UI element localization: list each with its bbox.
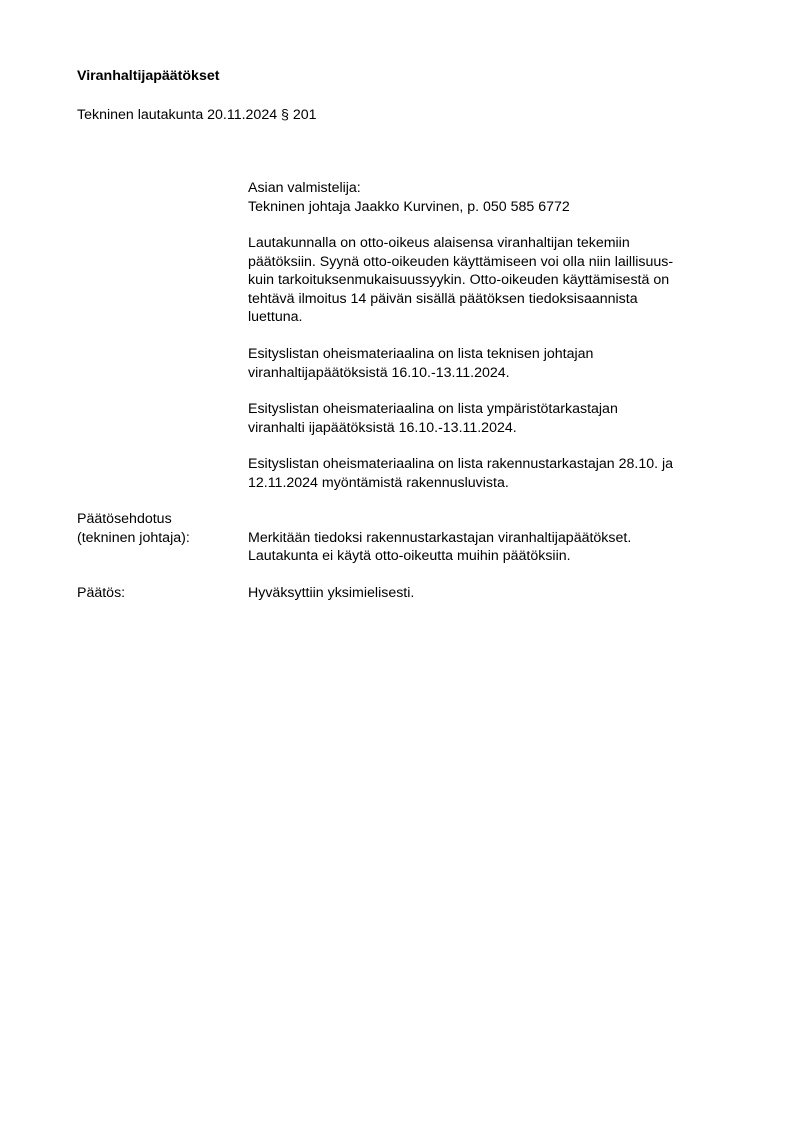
paragraph-line: Esityslistan oheismateriaalina on lista rakennustarkastajan 28.10. ja — [248, 456, 674, 472]
proposal-label — [77, 510, 190, 547]
proposal-label-line1: Päätösehdotus — [77, 511, 172, 527]
paragraph-line: Esityslistan oheismateriaalina on lista ympäristötarkastajan — [248, 401, 618, 417]
paragraph-line: Lautakunnalla on otto-oikeus alaisensa viranhaltijan tekemiin — [248, 235, 630, 251]
proposal-text-line2: Lautakunta ei käytä otto-oikeutta muihin päätöksiin. — [248, 548, 571, 565]
paragraph-otto-oikeus — [248, 234, 730, 327]
proposal-label-line2: (tekninen johtaja): — [77, 529, 190, 546]
decision-label-text: Päätös: — [77, 585, 126, 601]
paragraph-teknisen-johtajan — [248, 345, 730, 382]
decision-text — [248, 584, 730, 603]
paragraph-line: 12.11.2024 myöntämistä rakennusluvista. — [248, 474, 509, 491]
proposal-text — [248, 529, 730, 566]
paragraph-line: viranhalti ijapäätöksistä 16.10.-13.11.2024. — [248, 419, 517, 436]
paragraph-line: tehtävä ilmoitus 14 päivän sisällä päätöksen tiedoksisaannista — [248, 290, 638, 307]
decision-label — [77, 584, 125, 603]
paragraph-rakennustarkastajan — [248, 455, 730, 492]
decision-text-line: Hyväksyttiin yksimielisesti. — [248, 585, 415, 601]
proposal-text-line1: Merkitään tiedoksi rakennustarkastajan viranhaltijapäätökset. — [248, 529, 632, 546]
paragraph-line: päätöksiin. Syynä otto-oikeuden käyttämiseen voi olla niin laillisuus- — [248, 253, 674, 270]
document-title: Viranhaltijapäätökset — [77, 68, 220, 84]
paragraph-ymparistotarkastajan — [248, 400, 730, 437]
preparer-block — [248, 179, 730, 216]
paragraph-line: luettuna. — [248, 309, 303, 326]
meeting-reference: Tekninen lautakunta 20.11.2024 § 201 — [77, 107, 317, 123]
paragraph-line: Esityslistan oheismateriaalina on lista teknisen johtajan — [248, 346, 594, 362]
preparer-name: Tekninen johtaja Jaakko Kurvinen, p. 050 585 6772 — [248, 198, 570, 215]
preparer-label: Asian valmistelija: — [248, 180, 361, 196]
paragraph-line: viranhaltijapäätöksistä 16.10.-13.11.2024. — [248, 364, 510, 381]
paragraph-line: kuin tarkoituksenmukaisuussyykin. Otto-oikeuden käyttämisestä on — [248, 272, 670, 289]
